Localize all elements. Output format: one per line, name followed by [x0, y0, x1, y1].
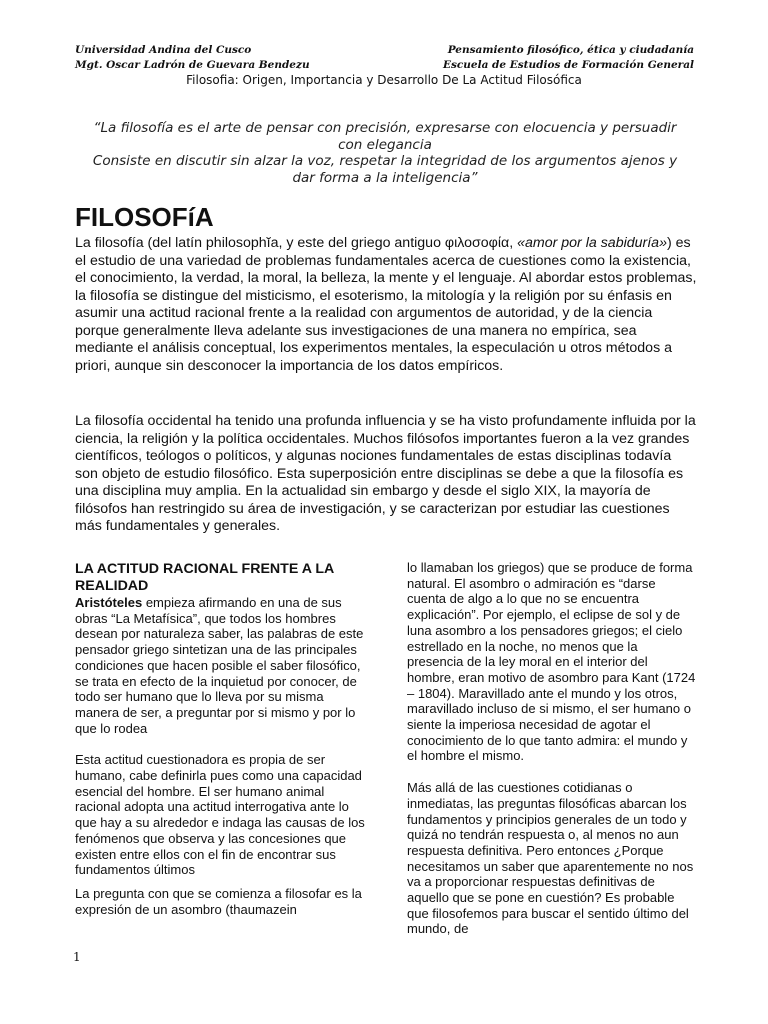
page-number: 1 — [73, 950, 81, 964]
intro-p1-start: La filosofía (del latín philosophĭa, y este del griego antiguo φιλοσοφία, — [75, 235, 518, 251]
quote-line-2: Consiste en discutir sin alzar la voz, respetar la integridad de los argumentos ajenos y dar forma a la inteligencia” — [92, 153, 678, 186]
right-column — [407, 560, 697, 937]
intro-paragraph-1 — [75, 235, 697, 375]
author-name: Mgt. Oscar Ladrón de Guevara Bendezu — [75, 59, 310, 71]
section-heading: LA ACTITUD RACIONAL FRENTE A LA REALIDAD — [75, 561, 334, 594]
header-left — [75, 43, 310, 73]
school-name: Escuela de Estudios de Formación General — [442, 59, 694, 71]
intro-p1-italic: «amor por la sabiduría» — [517, 235, 667, 251]
left-paragraph-2: Esta actitud cuestionadora es propia de ser humano, cabe definirla pues como una capacidad esencial del hombre. El ser humano animal racional adopta una actitud interrogativa ante lo que hay a su alrededor e indaga las causas de los fenómenos que observa y las concesiones que existen entre ellos con el fin de encontrar sus fundamentos últimos — [75, 752, 365, 878]
right-paragraph-1: lo llamaban los griegos) que se produce de forma natural. El asombro o admiración es “darse cuenta de algo a lo que no se encuentra explicación”. Por ejemplo, el eclipse de sol y de luna asombro a los pensadores griegos; el cielo estrellado en la noche, no menos que la presencia de la ley moral en el interior del hombre, eran motivo de asombro para Kant (1724 – 1804). Maravillado ante el mundo y los otros, maravillado incluso de si mismo, el ser humano o siente la imperiosa necesidad de agotar el conocimiento de lo que tanto admira: el mundo y el hombre el mismo. — [407, 560, 696, 764]
left-paragraph-3: La pregunta con que se comienza a filosofar es la expresión de un asombro (thaumazein — [75, 885, 362, 917]
header-right — [443, 43, 694, 73]
left-column — [75, 561, 365, 917]
aristoteles-bold: Aristóteles — [75, 595, 143, 610]
document-subtitle: Filosofia: Origen, Importancia y Desarrollo De La Actitud Filosófica — [186, 73, 582, 87]
intro-p1-end: ) es el estudio de una variedad de problemas fundamentales acerca de cuestiones como la existencia, el conocimiento, la verdad, la moral, la belleza, la mente y el lenguaje. Al abordar estos problemas, la filosofía se distingue del misticismo, el esoterismo, la mitología y la religión por su énfasis en asumir una actitud racional frente a la realidad con argumentos de autoridad, y de la ciencia porque generalmente lleva adelante sus investigaciones de una manera no empírica, sea mediante el análisis conceptual, los experimentos mentales, la especulación u otros métodos a priori, aunque sin desconocer la importancia de los datos empíricos. — [75, 235, 697, 374]
intro-paragraph-2: La filosofía occidental ha tenido una profunda influencia y se ha visto profundamente influida por la ciencia, la religión y la política occidentales. Muchos filósofos importantes fueron a la vez grandes científicos, teólogos o políticos, y algunas nociones fundamentales de estas disciplinas todavía son objeto de estudio filosófico. Esta superposición entre disciplinas se debe a que la filosofía es una disciplina muy amplia. En la actualidad sin embargo y desde el siglo XIX, la mayoría de filósofos han restringido su área de investigación, y se caracterizan por estudiar las cuestiones más fundamentales y generales. — [75, 413, 696, 534]
left-paragraph-1 — [75, 595, 365, 736]
university-name: Universidad Andina del Cusco — [75, 44, 252, 56]
course-name: Pensamiento filosófico, ética y ciudadanía — [447, 44, 694, 56]
right-paragraph-2: Más allá de las cuestiones cotidianas o inmediatas, las preguntas filosóficas abarcan los fundamentos y principios generales de un todo y quizá no tendrán respuesta o, al menos no aun respuesta definitiva. Pero entonces ¿Porque necesitamos un saber que aparentemente no nos va a proporcionar respuestas definitivas de aquello que se pone en cuestión? Es probable que filosofemos para buscar el sentido último del mundo, de — [407, 780, 694, 937]
left-p1-rest: empieza afirmando en una de sus obras “La Metafísica”, que todos los hombres desean por naturaleza saber, las palabras de este pensador griego sintetizan una de las principales condiciones que hacen posible el saber filosófico, se trata en efecto de la inquietud por conocer, de todo ser humano que lo lleva por su misma manera de ser, a preguntar por si mismo y por lo que lo rodea — [75, 595, 364, 736]
quote-line-1: “La filosofía es el arte de pensar con precisión, expresarse con elocuencia y persuadir con elegancia — [93, 120, 677, 153]
epigraph-quote — [80, 120, 690, 186]
page-title: FILOSOFíA — [75, 202, 214, 232]
